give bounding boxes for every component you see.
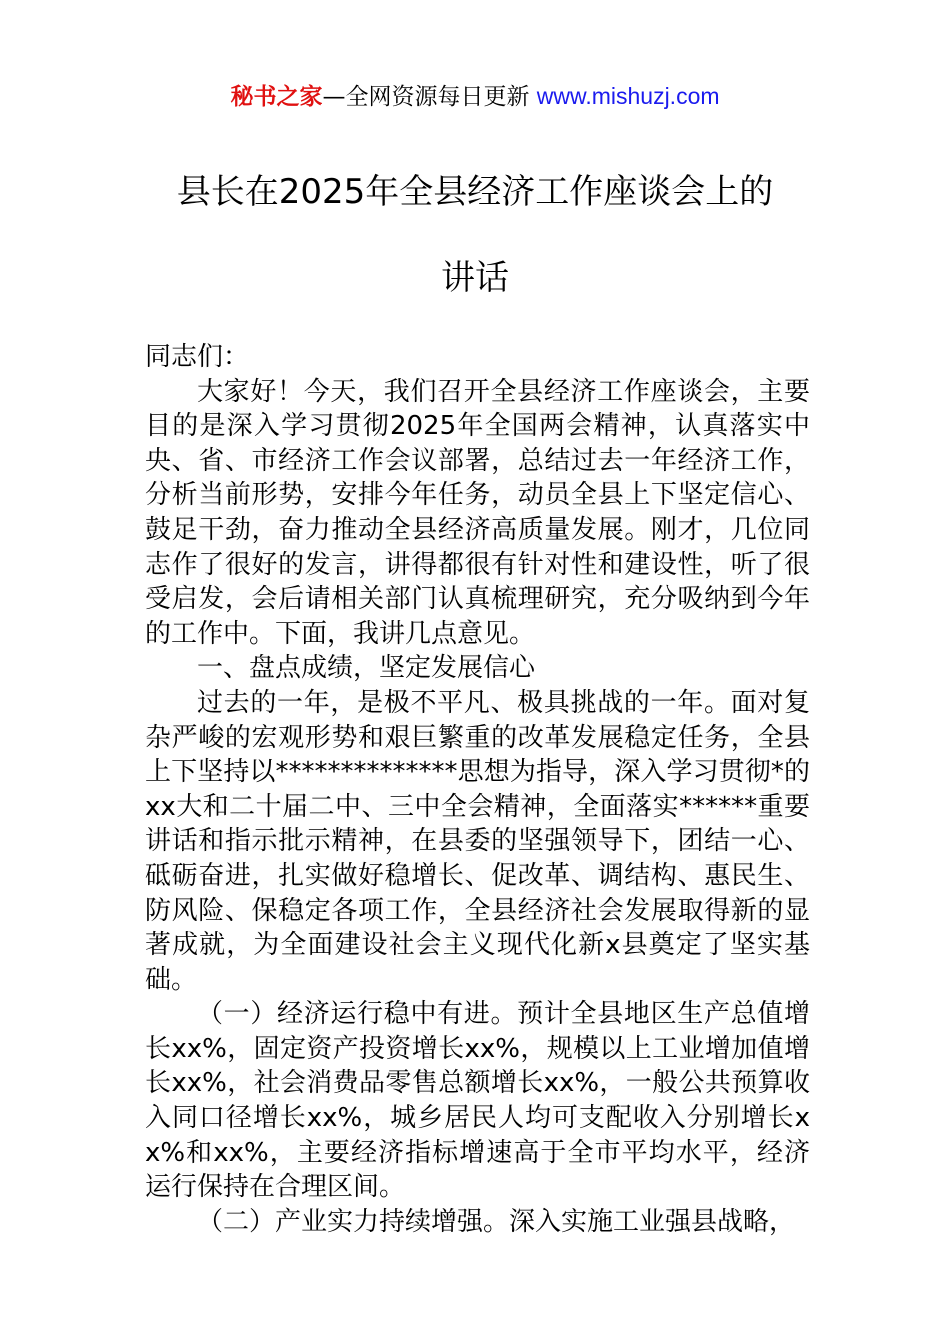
document-title-line-2: 讲话 <box>441 258 509 298</box>
section-heading-1: 一、盘点成绩，坚定发展信心 <box>197 653 536 684</box>
document-title-line-1: 县长在2025年全县经济工作座谈会上的 <box>176 172 774 212</box>
paragraph-review: 过去的一年，是极不平凡、极具挑战的一年。面对复杂严峻的宏观形势和艰巨繁重的改革发展稳定任务，全县上下坚持以**************思想为指导，深入学习贯彻*的xx大和二十届二中、三中全会精神，全面落实******重要讲话和指示批示精神，在县委的坚强领导下，团结一心、砥砺奋进，扎实做好稳增长、促改革、调结构、惠民生、防风险、保稳定各项工作，全县经济社会发展取得新的显著成就，为全面建设社会主义现代化新x县奠定了坚实基础。 <box>145 687 810 995</box>
paragraph-economy: （一）经济运行稳中有进。预计全县地区生产总值增长xx%，固定资产投资增长xx%，规模以上工业增加值增长xx%，社会消费品零售总额增长xx%，一般公共预算收入同口径增长xx%，城乡居民人均可支配收入分别增长xx%和xx%，主要经济指标增速高于全市平均水平，经济运行保持在合理区间。 <box>145 999 810 1203</box>
document-title <box>100 168 850 302</box>
salutation: 同志们： <box>145 342 250 372</box>
site-header <box>0 80 950 113</box>
site-tagline: —全网资源每日更新 <box>322 84 537 110</box>
site-url-link[interactable]: www.mishuzj.com <box>536 83 720 109</box>
document-body <box>145 340 810 1239</box>
site-brand: 秘书之家 <box>230 84 323 110</box>
paragraph-industry: （二）产业实力持续增强。深入实施工业强县战略， <box>197 1206 796 1237</box>
paragraph-opening: 大家好！今天，我们召开全县经济工作座谈会，主要目的是深入学习贯彻2025年全国两会精神，认真落实中央、省、市经济工作会议部署，总结过去一年经济工作，分析当前形势，安排今年任务，动员全县上下坚定信心、鼓足干劲，奋力推动全县经济高质量发展。刚才，几位同志作了很好的发言，讲得都很有针对性和建设性，听了很受启发，会后请相关部门认真梳理研究，充分吸纳到今年的工作中。下面，我讲几点意见。 <box>145 376 810 649</box>
